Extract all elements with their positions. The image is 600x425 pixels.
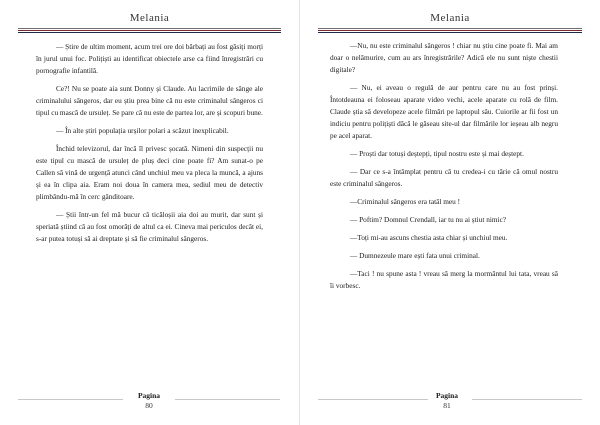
paragraph: — Nu, ei aveau o regulă de aur pentru care nu au fost prinși. Întotdeauna ei foloseau aparate video vechi, acele aparate cu rolă de film. Claude știa să developeze acele filmări pe laptopul său. Cuiorile ar fii fost un indiciu pentru polițiști dăcă le găseau site-ul dar filmările lor ieșeau alb negru pe acel aparat. bbox=[330, 83, 558, 140]
paragraph: — Știi într-un fel mă bucur că ticăloșii aia doi au murit, dar sunt și speriată știind că au fost omorâți de altul ca ei. Cineva mai periculos decât ei, s-ar putea totuși să ai dreptate și să fie criminalul sângeros. bbox=[36, 210, 263, 243]
paragraph: —Nu, nu este criminalul sângeros ! chiar nu știu cine poate fi. Mai am doar o nelămurire, cum au ars înregistrările? Adică ele nu sunt niște chestii digitale? bbox=[330, 41, 558, 74]
header-rule bbox=[18, 28, 281, 32]
footer-rule bbox=[175, 399, 280, 400]
right-page bbox=[300, 0, 600, 425]
paragraph: —Taci ! nu spune asta ! vreau să merg la mormântul lui tata, vreau să îi vorbesc. bbox=[330, 269, 558, 290]
paragraph: — Dar ce s-a întâmplat pentru că tu credea-i cu tărie că omul nostru este criminalul sângeros. bbox=[330, 167, 558, 188]
paragraph: —Toți mi-au ascuns chestia asta chiar și unchiul meu. bbox=[350, 233, 508, 242]
footer-rule bbox=[18, 399, 123, 400]
footer-label: Pagina bbox=[435, 391, 459, 400]
page-number: 80 bbox=[145, 401, 153, 410]
page-header-title: Melania bbox=[430, 12, 470, 24]
paragraph: — În alte știri populația urșilor polari a scăzut inexplicabil. bbox=[56, 126, 229, 135]
paragraph: Ce?! Nu se poate aia sunt Donny și Claude. Au lacrimile de sânge ale criminalului sângeros, dar eu știu prea bine că nu este criminalul sângeros ci tipul cu mască de ursuleț. Se pare că nu este de partea lor, are și scopuri bune. bbox=[36, 84, 263, 117]
page-footer bbox=[0, 391, 299, 417]
paragraph: — Proști dar totuși deștepți, tipul nostru este și mai deștept. bbox=[350, 149, 524, 158]
paragraph: — Dumnezeule mare ești fata unui criminal. bbox=[350, 251, 480, 260]
footer-rule bbox=[472, 399, 582, 400]
page-body bbox=[36, 41, 263, 251]
paragraph: — Știre de ultim moment, acum trei ore doi bărbați au fost găsiți morți în jurul unui foc. Polițiști au identificat obiectele arse ca fiind înregistrări cu pornografie infantilă. bbox=[36, 42, 263, 75]
paragraph: —Criminalul sângeros era tatăl meu ! bbox=[350, 197, 461, 206]
paragraph: — Poftim? Domnul Crendall, iar tu nu ai știut nimic? bbox=[350, 215, 507, 224]
footer-label: Pagina bbox=[137, 391, 161, 400]
paragraph: Închid televizorul, dar încă îl privesc șocată. Nimeni din suspecții nu este tipul cu mască de ursuleț de pluș deci cine poate fi? Am sunat-o pe Callen să vină de urgență atunci când unchiul meu va pleca la muncă, a ajuns și ea în clipa aia. Eram noi doua în camera mea, sediul meu de detectiv plimbându-mă în cerc gânditoare. bbox=[36, 144, 263, 201]
page-header-title: Melania bbox=[129, 12, 170, 24]
header-rule bbox=[318, 28, 582, 32]
page-footer bbox=[300, 391, 600, 417]
footer-rule bbox=[318, 399, 428, 400]
page-body bbox=[330, 40, 558, 298]
page-number: 81 bbox=[443, 401, 451, 410]
